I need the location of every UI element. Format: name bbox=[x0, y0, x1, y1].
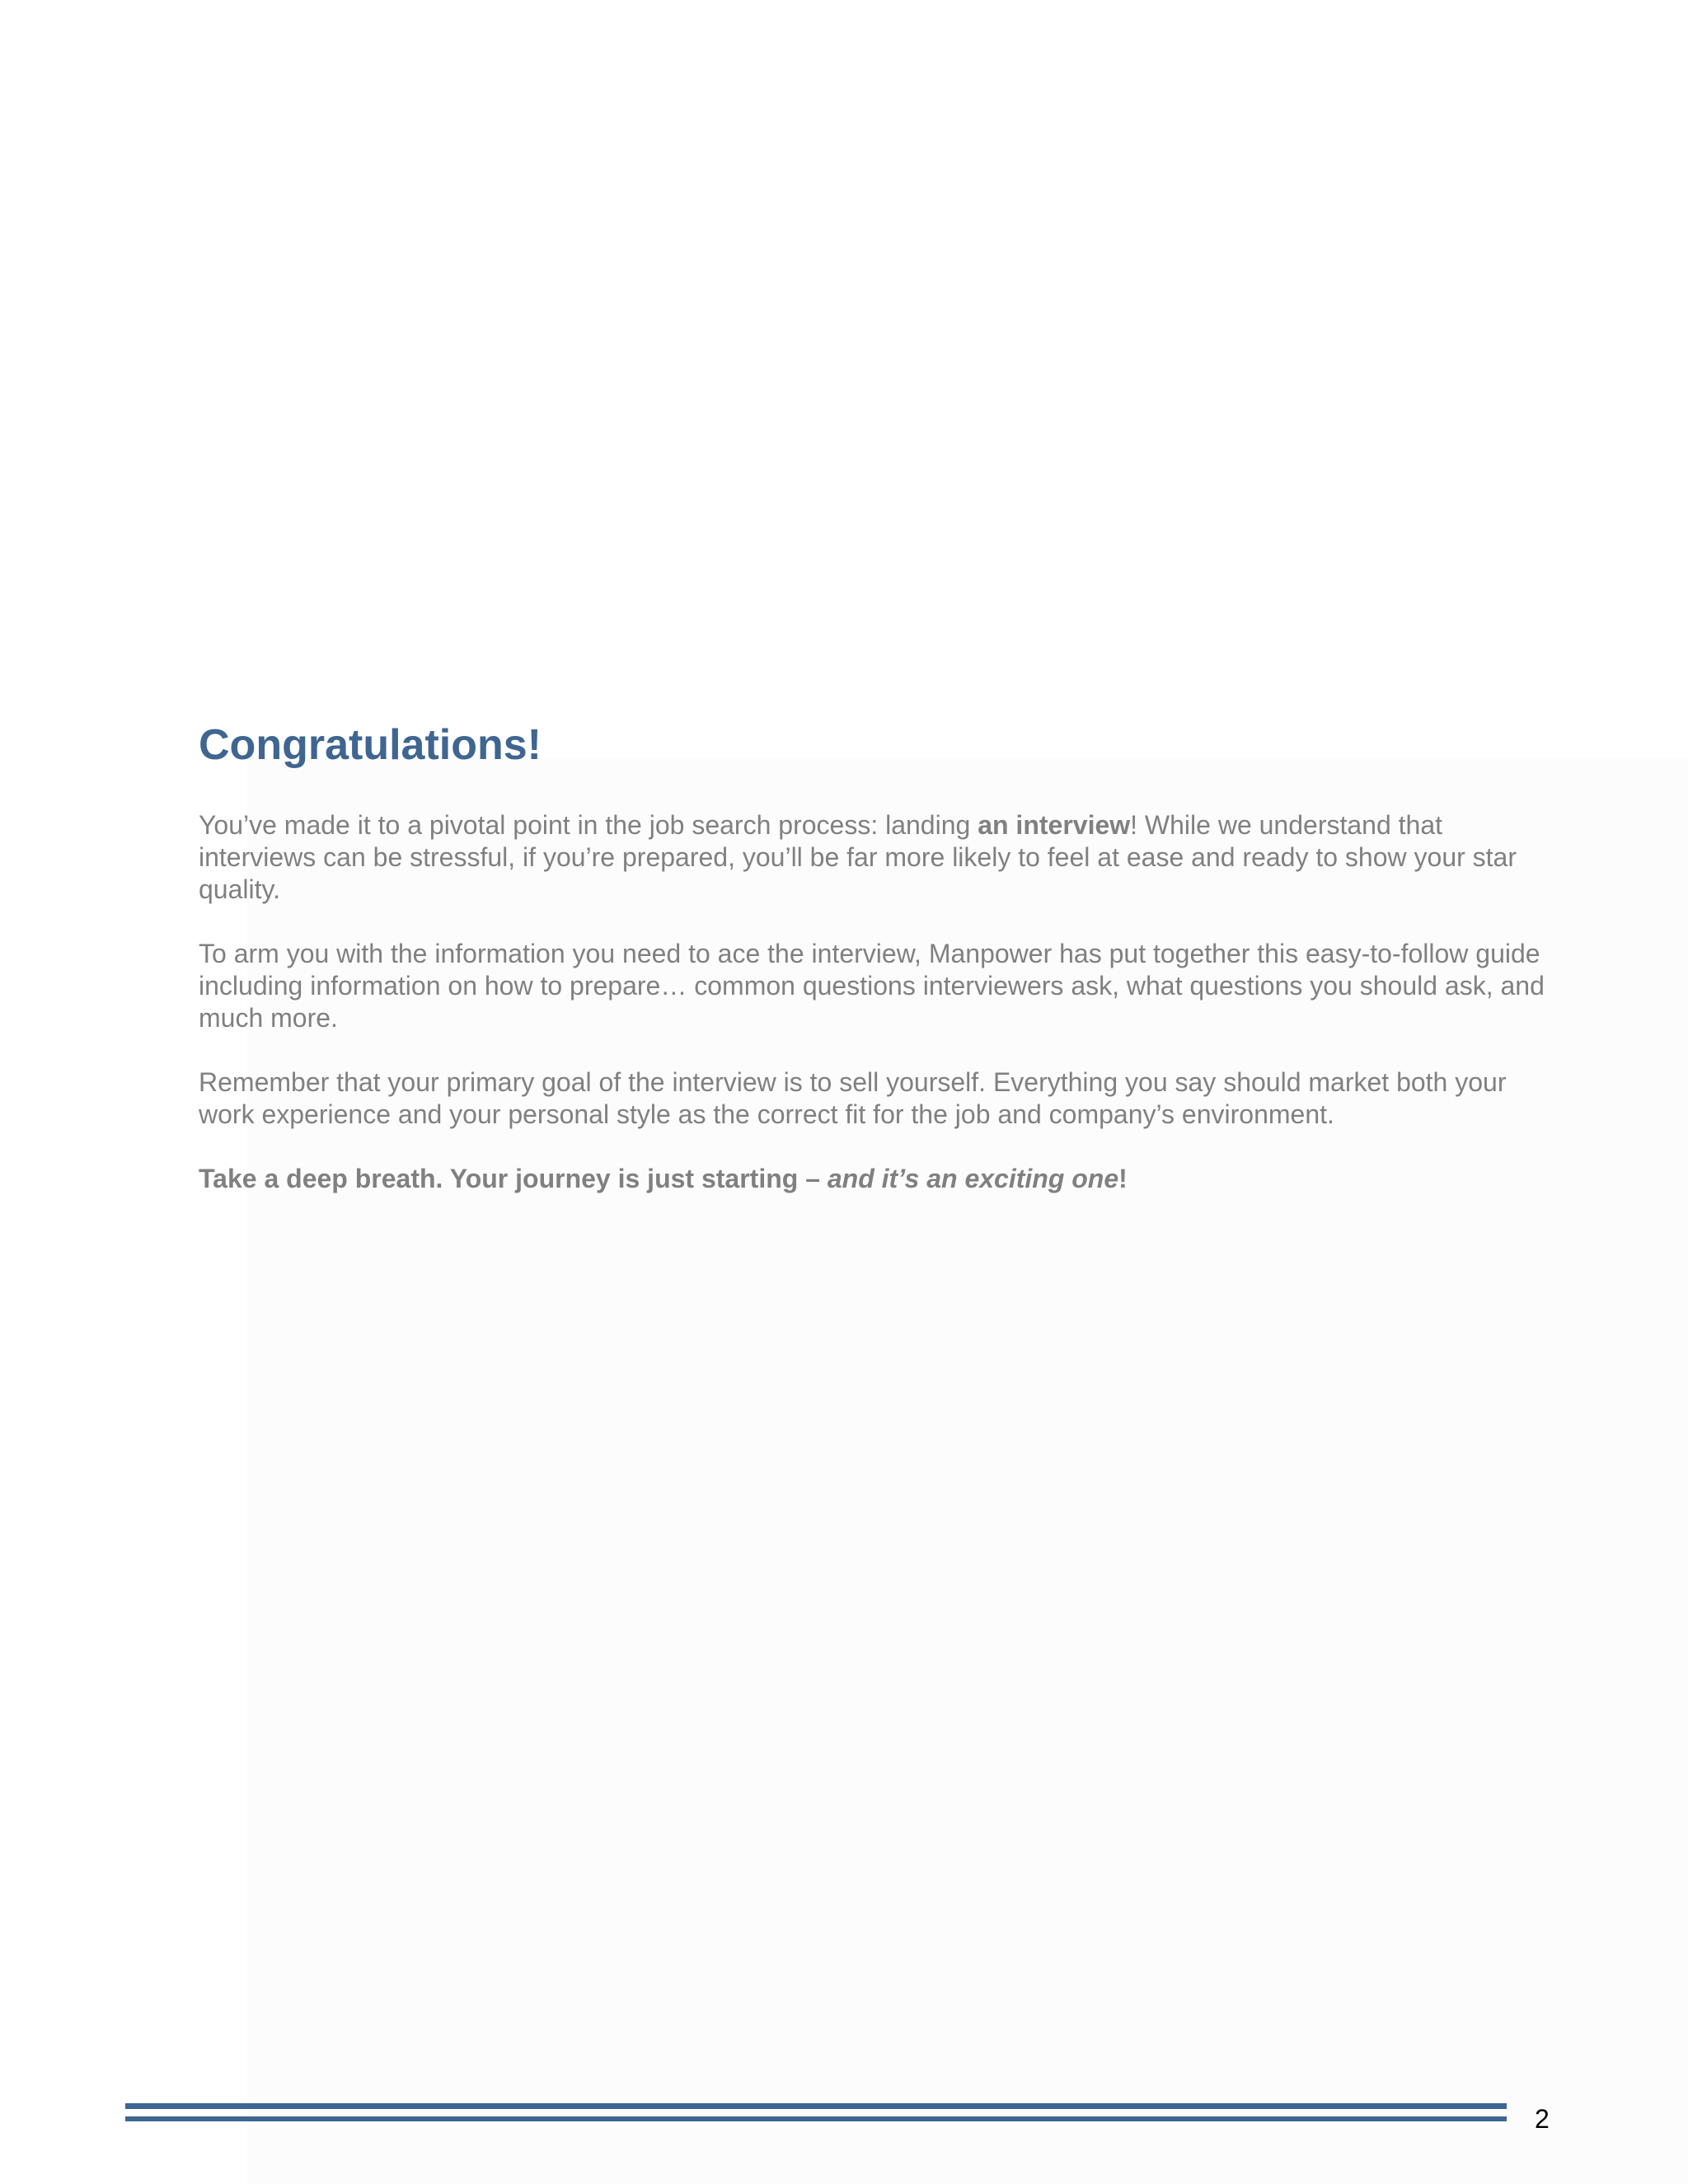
closing-text-bold: Take a deep breath. Your journey is just starting – bbox=[199, 1164, 828, 1193]
intro-paragraph bbox=[199, 809, 1550, 906]
page-number: 2 bbox=[1535, 2104, 1550, 2134]
document-body bbox=[199, 719, 1550, 1195]
guide-paragraph: To arm you with the information you need to ace the interview, Manpower has put together this easy-to-follow guide including information on how to prepare… common questions interviewers ask, what questions you should ask, and much more. bbox=[199, 939, 1545, 1033]
intro-emphasis: an interview bbox=[978, 810, 1131, 840]
intro-text-end: ! While we understand that interviews can be stressful, if you’re prepared, you’ll be far more likely to feel at ease and ready to show your star quality. bbox=[199, 810, 1517, 904]
closing-text-italic: and it’s an exciting one bbox=[827, 1164, 1119, 1193]
footer-rule-top bbox=[125, 2103, 1507, 2109]
closing-text-end: ! bbox=[1118, 1164, 1128, 1193]
page-title: Congratulations! bbox=[199, 721, 542, 769]
closing-paragraph bbox=[199, 1163, 1550, 1195]
goal-paragraph: Remember that your primary goal of the interview is to sell yourself. Everything you say should market both your work experience and your personal style as the correct fit for the job and company’s environment. bbox=[199, 1067, 1507, 1129]
intro-text-start: You’ve made it to a pivotal point in the job search process: landing bbox=[199, 810, 978, 840]
footer-rule-bottom bbox=[125, 2116, 1507, 2121]
